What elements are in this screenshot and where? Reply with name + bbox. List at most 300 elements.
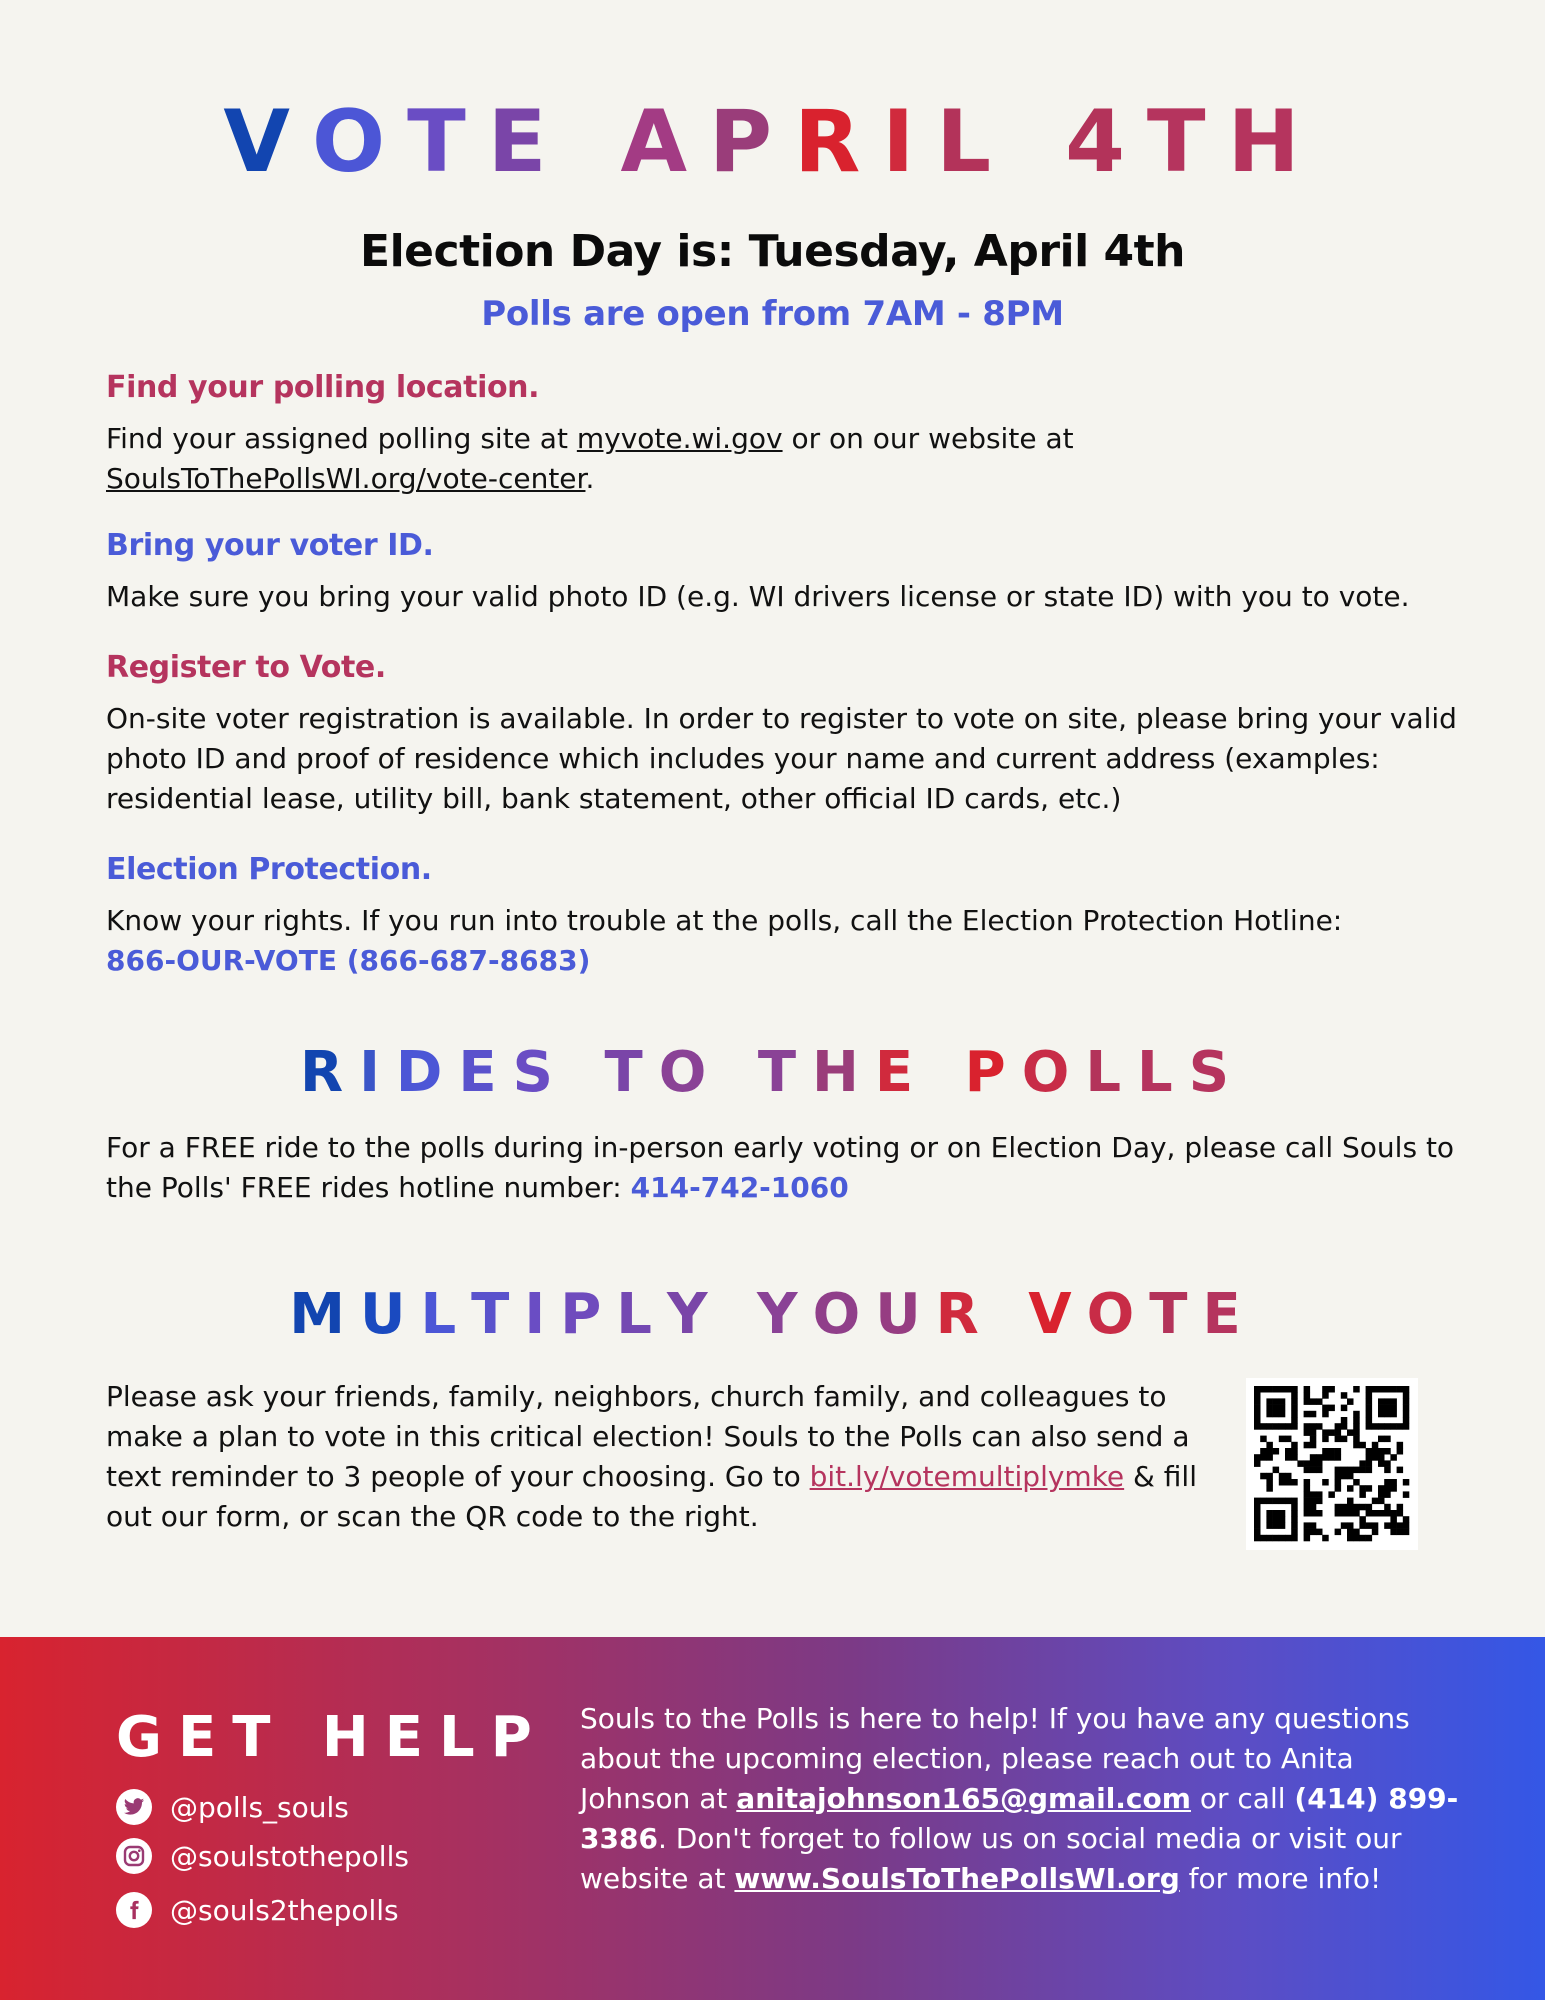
qr-module [1260,1473,1267,1480]
qr-module [1359,1460,1366,1467]
qr-module [1390,1529,1397,1536]
qr-module [1359,1504,1366,1511]
qr-module [1390,1522,1397,1529]
qr-module [1304,1510,1311,1517]
qr-module [1304,1491,1311,1498]
qr-module [1335,1504,1342,1511]
qr-module [1353,1436,1360,1443]
polling-location-heading: Find your polling location. [106,370,540,405]
qr-module [1285,1436,1292,1443]
qr-module [1384,1522,1391,1529]
qr-module [1335,1479,1342,1486]
qr-module [1403,1392,1410,1399]
title-letter [994,1282,1029,1347]
qr-module [1397,1504,1404,1511]
voter-id-text: Make sure you bring your valid photo ID (e.g. WI drivers license or state ID) with you to vote. [106,580,1410,613]
qr-module [1291,1398,1298,1405]
qr-module [1291,1411,1298,1418]
qr-module [1341,1423,1348,1430]
qr-module [1335,1454,1342,1461]
qr-module [1304,1429,1311,1436]
title-letter: T [1146,92,1228,192]
title-letter: H [812,1040,875,1105]
help-email-link[interactable]: anitajohnson165@gmail.com [736,1782,1191,1815]
multiply-section [106,1377,1216,1537]
qr-module [1359,1522,1366,1529]
qr-module [1304,1442,1311,1449]
qr-module [1390,1411,1397,1418]
qr-module [1390,1510,1397,1517]
qr-module [1341,1504,1348,1511]
title-letter [1013,92,1065,192]
qr-module [1291,1454,1298,1461]
qr-module [1397,1467,1404,1474]
qr-module [1273,1405,1280,1412]
instagram-icon [116,1838,152,1874]
qr-module [1310,1436,1317,1443]
qr-module [1359,1535,1366,1542]
qr-module [1403,1529,1410,1536]
title-letter: T [1149,1282,1203,1347]
qr-module [1353,1429,1360,1436]
qr-module [1304,1522,1311,1529]
qr-module [1366,1448,1373,1455]
qr-module [1304,1386,1311,1393]
title-letter: O [658,1040,723,1105]
qr-module [1384,1491,1391,1498]
title-letter: Y [666,1282,723,1347]
qr-module [1266,1522,1273,1529]
qr-module [1304,1504,1311,1511]
qr-module [1403,1479,1410,1486]
qr-module [1310,1510,1317,1517]
qr-module [1254,1411,1261,1418]
qr-module [1341,1392,1348,1399]
qr-module [1310,1411,1317,1418]
title-letter: S [1188,1040,1246,1105]
qr-module [1366,1417,1373,1424]
qr-module [1304,1398,1311,1405]
election-protection-text [106,901,1466,981]
protection-text: Know your rights. If you run into trouble at the polls, call the Election Protection Hotline: [106,904,1343,937]
qr-module [1279,1436,1286,1443]
title-letter: M [289,1282,360,1347]
qr-module [1403,1398,1410,1405]
qr-module [1372,1522,1379,1529]
qr-module [1310,1491,1317,1498]
qr-module [1266,1398,1273,1405]
qr-module [1260,1535,1267,1542]
qr-module [1384,1485,1391,1492]
qr-module [1310,1454,1317,1461]
qr-module [1266,1423,1273,1430]
qr-module [1310,1498,1317,1505]
qr-module [1353,1417,1360,1424]
election-protection-heading: Election Protection. [106,852,432,887]
qr-module [1372,1442,1379,1449]
title-letter: O [1021,1040,1086,1105]
qr-module [1390,1398,1397,1405]
qr-module [1397,1510,1404,1517]
qr-module [1353,1479,1360,1486]
qr-module [1335,1473,1342,1480]
qr-module [1260,1386,1267,1393]
title-letter: P [560,1282,617,1347]
qr-module [1366,1411,1373,1418]
qr-module [1328,1448,1335,1455]
qr-module [1266,1479,1273,1486]
qr-module [1322,1386,1329,1393]
qr-module [1335,1467,1342,1474]
multiply-text [106,1377,1216,1537]
qr-module [1378,1405,1385,1412]
help-phone[interactable]: (414) 899-3386 [580,1782,1459,1855]
qr-module [1316,1460,1323,1467]
qr-module [1372,1454,1379,1461]
qr-module [1359,1516,1366,1523]
qr-module [1304,1423,1311,1430]
qr-module [1279,1516,1286,1523]
qr-module [1378,1510,1385,1517]
qr-module [1403,1411,1410,1418]
qr-module [1335,1529,1342,1536]
qr-module [1359,1485,1366,1492]
qr-module [1353,1535,1360,1542]
qr-module [1297,1460,1304,1467]
qr-module [1366,1386,1373,1393]
qr-module [1384,1467,1391,1474]
help-body-4: for more info! [1179,1862,1382,1895]
facebook-handle: @souls2thepolls [170,1893,399,1927]
qr-module [1291,1516,1298,1523]
title-letter: S [512,1040,570,1105]
qr-module [1390,1485,1397,1492]
qr-module [1353,1510,1360,1517]
qr-module [1316,1454,1323,1461]
qr-module [1254,1504,1261,1511]
twitter-handle: @polls_souls [170,1790,349,1824]
title-letter: T [604,1040,659,1105]
qr-module [1310,1529,1317,1536]
qr-module [1273,1467,1280,1474]
qr-module [1341,1436,1348,1443]
title-letter [569,92,621,192]
twitter-social[interactable] [116,1787,349,1827]
qr-module [1260,1498,1267,1505]
qr-module [1378,1454,1385,1461]
qr-module [1310,1398,1317,1405]
qr-module [1304,1498,1311,1505]
qr-module [1291,1535,1298,1542]
myvote-link[interactable]: myvote.wi.gov [576,422,783,455]
title-letter: E [1202,1282,1256,1347]
qr-module [1316,1423,1323,1430]
qr-module [1316,1498,1323,1505]
qr-module [1378,1498,1385,1505]
qr-module [1285,1448,1292,1455]
qr-module [1328,1386,1335,1393]
qr-module [1279,1479,1286,1486]
qr-module [1273,1423,1280,1430]
vote-center-link[interactable]: SoulsToThePollsWI.org/vote-center [106,462,586,495]
help-body-3: . Don't forget to follow us on social media or visit our website at [580,1822,1402,1895]
qr-module [1266,1386,1273,1393]
qr-module [1347,1429,1354,1436]
qr-module [1384,1386,1391,1393]
title-letter: A [620,92,710,192]
qr-module [1403,1386,1410,1393]
instagram-social[interactable] [116,1836,409,1876]
help-text [580,1699,1460,1899]
qr-module [1279,1510,1286,1517]
qr-module [1273,1510,1280,1517]
title-letter: L [936,92,1014,192]
qr-module [1372,1386,1379,1393]
title-letter: R [299,1040,360,1105]
qr-module [1291,1448,1298,1455]
get-help-title: GET HELP [116,1705,548,1770]
protection-hotline[interactable]: 866-OUR-VOTE (866-687-8683) [106,944,591,977]
qr-module [1335,1448,1342,1455]
title-letter [722,1040,758,1105]
facebook-icon [116,1892,152,1928]
qr-module [1353,1386,1360,1393]
qr-module [1273,1386,1280,1393]
qr-module [1310,1504,1317,1511]
qr-module [1273,1411,1280,1418]
qr-module [1254,1398,1261,1405]
qr-module [1304,1535,1311,1542]
qr-module [1341,1522,1348,1529]
qr-module [1353,1423,1360,1430]
voter-id-section [106,528,1466,617]
qr-module [1266,1485,1273,1492]
qr-module [1366,1423,1373,1430]
qr-module [1366,1522,1373,1529]
qr-module [1310,1467,1317,1474]
qr-module [1403,1491,1410,1498]
qr-module [1285,1386,1292,1393]
qr-module [1316,1398,1323,1405]
qr-module [1347,1398,1354,1405]
qr-module [1403,1405,1410,1412]
qr-module [1372,1448,1379,1455]
register-section [106,650,1466,819]
qr-module [1316,1510,1323,1517]
qr-module [1273,1516,1280,1523]
title-letter: O [1086,1282,1150,1347]
title-letter: P [964,1040,1022,1105]
qr-module [1273,1522,1280,1529]
qr-module [1254,1392,1261,1399]
help-body-1: Souls to the Polls is here to help! If you have any questions about the upcoming election, please reach out to Anita Johnson at [580,1702,1410,1815]
multiply-link[interactable]: bit.ly/votemultiplymke [809,1460,1125,1493]
qr-module [1266,1442,1273,1449]
qr-module [1347,1485,1354,1492]
title-letter: R [794,92,883,192]
qr-module [1254,1423,1261,1430]
qr-module [1353,1467,1360,1474]
qr-module [1403,1423,1410,1430]
title-letter: O [311,92,408,192]
qr-module [1366,1454,1373,1461]
title-letter: R [935,1282,994,1347]
qr-module [1291,1510,1298,1517]
polling-text-1: Find your assigned polling site at [106,422,577,455]
qr-module [1384,1411,1391,1418]
qr-module [1341,1417,1348,1424]
qr-module [1266,1510,1273,1517]
qr-module [1291,1417,1298,1424]
qr-module [1366,1398,1373,1405]
qr-module [1273,1398,1280,1405]
qr-module [1372,1423,1379,1430]
qr-module [1353,1442,1360,1449]
title-letter: L [616,1282,667,1347]
qr-module [1254,1386,1261,1393]
qr-module [1390,1454,1397,1461]
qr-module [1260,1448,1267,1455]
qr-module [1254,1454,1261,1461]
qr-module [1353,1504,1360,1511]
qr-module [1359,1467,1366,1474]
title-letter: L [1085,1040,1138,1105]
qr-module [1372,1510,1379,1517]
qr-module [1254,1535,1261,1542]
qr-module [1347,1535,1354,1542]
qr-module [1384,1504,1391,1511]
facebook-social[interactable] [116,1890,399,1930]
qr-module [1384,1479,1391,1486]
qr-module [1266,1405,1273,1412]
qr-module [1279,1398,1286,1405]
qr-module [1347,1529,1354,1536]
qr-module [1310,1429,1317,1436]
qr-module [1260,1454,1267,1461]
title-letter: E [458,1040,513,1105]
qr-module [1366,1392,1373,1399]
qr-module [1378,1436,1385,1443]
qr-module [1378,1398,1385,1405]
qr-module [1403,1516,1410,1523]
rides-title [0,1040,1545,1105]
qr-module [1285,1473,1292,1480]
rides-hotline[interactable]: 414-742-1060 [630,1171,849,1204]
qr-module [1266,1454,1273,1461]
qr-module [1279,1386,1286,1393]
qr-module [1384,1460,1391,1467]
qr-module [1260,1436,1267,1443]
qr-module [1254,1510,1261,1517]
qr-module [1378,1460,1385,1467]
qr-module [1291,1504,1298,1511]
qr-module [1341,1467,1348,1474]
qr-module [1273,1535,1280,1542]
rides-body: For a FREE ride to the polls during in-person early voting or on Election Day, please call Souls to the Polls' FREE rides hotline number: [106,1131,1455,1204]
qr-module [1390,1479,1397,1486]
qr-module [1279,1405,1286,1412]
qr-module [1372,1529,1379,1536]
qr-module [1304,1529,1311,1536]
qr-module [1390,1405,1397,1412]
qr-module [1378,1423,1385,1430]
qr-module [1291,1392,1298,1399]
qr-module [1304,1392,1311,1399]
qr-module [1341,1510,1348,1517]
qr-module [1366,1535,1373,1542]
qr-module [1322,1448,1329,1455]
qr-module [1366,1467,1373,1474]
twitter-icon [116,1789,152,1825]
title-letter [569,1040,605,1105]
qr-module [1310,1460,1317,1467]
title-letter: U [360,1282,421,1347]
qr-module [1254,1516,1261,1523]
register-heading: Register to Vote. [106,650,386,685]
qr-module [1335,1423,1342,1430]
title-letter: D [395,1040,459,1105]
qr-module [1335,1429,1342,1436]
qr-module [1353,1529,1360,1536]
polling-text-3: . [585,462,595,495]
qr-module [1341,1473,1348,1480]
qr-module [1322,1454,1329,1461]
qr-module [1291,1405,1298,1412]
title-letter: T [471,1282,525,1347]
qr-module [1384,1423,1391,1430]
help-body-2: or call [1190,1782,1295,1815]
qr-module [1291,1522,1298,1529]
qr-module [1316,1491,1323,1498]
qr-module [1266,1473,1273,1480]
qr-code[interactable] [1246,1378,1418,1550]
qr-module [1291,1498,1298,1505]
get-help-footer [0,1637,1545,2000]
qr-module [1372,1498,1379,1505]
qr-module [1384,1398,1391,1405]
qr-module [1328,1491,1335,1498]
qr-module [1403,1522,1410,1529]
qr-module [1254,1498,1261,1505]
qr-module [1279,1498,1286,1505]
help-website-link[interactable]: www.SoulsToThePollsWI.org [734,1862,1180,1895]
qr-module [1359,1442,1366,1449]
qr-module [1390,1516,1397,1523]
title-letter: H [1227,92,1322,192]
qr-module [1347,1522,1354,1529]
qr-module [1353,1411,1360,1418]
qr-module [1304,1460,1311,1467]
qr-module [1273,1498,1280,1505]
qr-module [1279,1535,1286,1542]
qr-module [1310,1423,1317,1430]
qr-module [1378,1386,1385,1393]
title-letter: E [874,1040,930,1105]
qr-module [1254,1522,1261,1529]
qr-module [1397,1423,1404,1430]
title-letter: T [407,92,488,192]
qr-module [1254,1405,1261,1412]
qr-module [1322,1405,1329,1412]
title-letter: P [709,92,795,192]
qr-module [1366,1460,1373,1467]
title-letter: V [223,92,312,192]
qr-module [1285,1498,1292,1505]
title-letter: L [420,1282,472,1347]
qr-module [1285,1454,1292,1461]
qr-module [1341,1405,1348,1412]
multiply-title [0,1282,1545,1347]
